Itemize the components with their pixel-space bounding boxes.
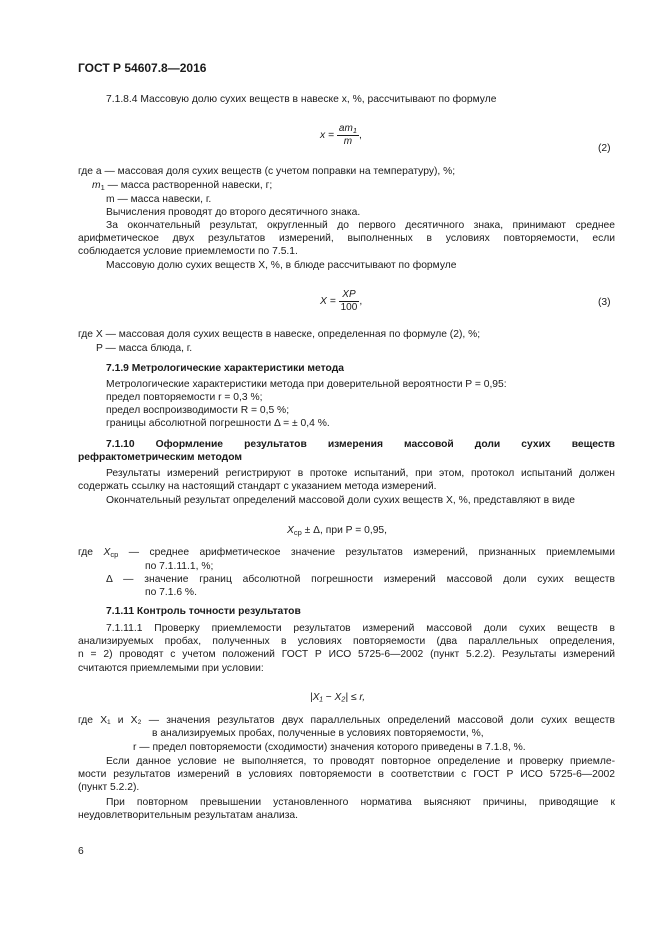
calc-note: Вычисления проводят до второго десятичного знака. <box>106 207 361 218</box>
repeat-p3-l2: неудовлетворительным результатам анализа. <box>78 810 299 821</box>
metrology-repeatability: предел повторяемости r = 0,3 %; <box>106 392 263 403</box>
where-xcp-l2: по 7.1.11.1, %; <box>145 561 214 572</box>
where-x1x2-l1: где X₁ и X₂ — значения результатов двух параллельных определений массовой доли сухих веществ <box>78 715 615 726</box>
where-delta-l2: по 7.1.6 %. <box>145 587 197 598</box>
equation-number-2: (2) <box>598 143 611 154</box>
formula-3-tail: , <box>359 296 363 308</box>
repeat-p2-l1: Если данное условие не выполняется, то проводят повторное определение и проверку приемле- <box>106 756 615 767</box>
where-xcp-text: — среднее арифметическое значение результатов измерений, признанных приемлемыми <box>118 547 615 558</box>
clause-7-1-8-4: 7.1.8.4 Массовую долю сухих веществ в навеске x, %, рассчитывают по формуле <box>106 94 497 105</box>
final-result-l2: арифметическое двух результатов измерений, выполненных в условиях повторяемости, если <box>78 233 615 244</box>
results-p1-l1: Результаты измерений регистрируют в протоке испытаний, при этом, протокол испытаний должен <box>106 468 615 479</box>
where-xcp-l1: где $X_{ср}$ — среднее арифметическое значение результатов измерений, признанных приемлемыми <box>78 547 615 559</box>
where-xcp-symbol: X <box>103 547 111 558</box>
section-7-1-10-heading-l1: 7.1.10 Оформление результатов измерения массовой доли сухих веществ <box>106 439 615 450</box>
repeat-p2-l2: мости результатов измерений в условиях повторяемости в соответствии с ГОСТ Р ИСО 5725-6—2002 <box>78 769 615 780</box>
where-r: r — предел повторяемости (сходимости) значения которого приведены в 7.1.8, %. <box>133 742 526 753</box>
formula-2-num-sub: 1 <box>352 126 357 135</box>
results-p1-l2: содержать ссылку на настоящий стандарт с указанием метода измерений. <box>78 481 437 492</box>
check-p1-l1: 7.1.11.1 Проверку приемлемости результатов измерений массовой доли сухих веществ в <box>106 623 615 634</box>
check-p1-l2: анализируемых пробах, полученных в условиях повторяемости (два параллельных определения, <box>78 636 615 647</box>
formula-2 <box>320 123 362 148</box>
repeat-p2-l3: (пункт 5.2.2). <box>78 782 140 793</box>
acceptance-formula: |X₁ − X₂| ≤ r, <box>310 692 366 703</box>
formula-3-lhs: X = <box>320 296 336 308</box>
result-formula-rest: ± Δ, при P = 0,95, <box>301 525 388 536</box>
formula-2-denominator: m <box>343 136 353 147</box>
formula-2-fraction <box>337 123 359 148</box>
formula-3-numerator: XP <box>339 289 360 302</box>
where-P: P — масса блюда, г. <box>96 343 193 354</box>
standard-header: ГОСТ Р 54607.8—2016 <box>78 61 207 75</box>
where-m1 <box>92 179 272 192</box>
where-delta-l1: Δ — значение границ абсолютной погрешности измерений массовой доли сухих веществ <box>106 574 615 585</box>
where-a: где a — массовая доля сухих веществ (с учетом поправки на температуру), %; <box>78 166 456 177</box>
section-7-1-9-heading: 7.1.9 Метрологические характеристики метода <box>106 363 344 374</box>
formula-3 <box>320 289 362 314</box>
m1-symbol: m <box>92 180 101 191</box>
page-number: 6 <box>78 846 84 857</box>
m1-sub: 1 <box>100 183 105 192</box>
m1-text: — масса растворенной навески, г; <box>104 180 273 191</box>
section-7-1-10-heading-l2: рефрактометрическим методом <box>78 452 242 463</box>
where-xcp-sub: ср <box>110 550 119 559</box>
xcp-symbol: X <box>287 525 294 536</box>
formula-2-lhs: x = <box>320 130 335 142</box>
check-p1-l3: n = 2) проводят с учетом положений ГОСТ Р ИСО 5725-6—2002 (пункт 5.2.2). Результаты измерений <box>78 649 615 660</box>
equation-number-3: (3) <box>598 297 611 308</box>
formula-2-num-text: am <box>338 123 353 134</box>
xcp-sub: ср <box>293 528 302 537</box>
metrology-intro: Метрологические характеристики метода при доверительной вероятности P = 0,95: <box>106 379 507 390</box>
where-X: где X — массовая доля сухих веществ в навеске, определенная по формуле (2), %; <box>78 329 481 340</box>
results-p2: Окончательный результат определений массовой доли сухих веществ X, %, представляют в виде <box>106 495 575 506</box>
result-formula <box>287 524 387 537</box>
final-result-l1: За окончательный результат, округленный до первого десятичного знака, принимают среднее <box>106 220 615 231</box>
repeat-p3-l1: При повторном превышении установленного норматива выясняют причины, приводящие к <box>106 797 615 808</box>
where-x1x2-l2: в анализируемых пробах, полученные в условиях повторяемости, %, <box>152 728 484 739</box>
metrology-error-bounds: границы абсолютной погрешности Δ = ± 0,4 %. <box>106 418 330 429</box>
section-7-1-11-heading: 7.1.11 Контроль точности результатов <box>106 606 301 617</box>
where-m: m — масса навески, г. <box>106 194 212 205</box>
final-result-l3: соблюдается условие приемлемости по 7.5.1. <box>78 246 298 257</box>
formula-3-denominator: 100 <box>340 302 358 313</box>
dish-text: Массовую долю сухих веществ X, %, в блюде рассчитывают по формуле <box>106 260 457 271</box>
formula-2-numerator <box>337 123 359 136</box>
formula-2-tail: , <box>358 130 362 142</box>
formula-3-fraction <box>339 289 363 314</box>
check-p1-l4: считаются приемлемыми при условии: <box>78 663 264 674</box>
metrology-reproducibility: предел воспроизводимости R = 0,5 %; <box>106 405 290 416</box>
